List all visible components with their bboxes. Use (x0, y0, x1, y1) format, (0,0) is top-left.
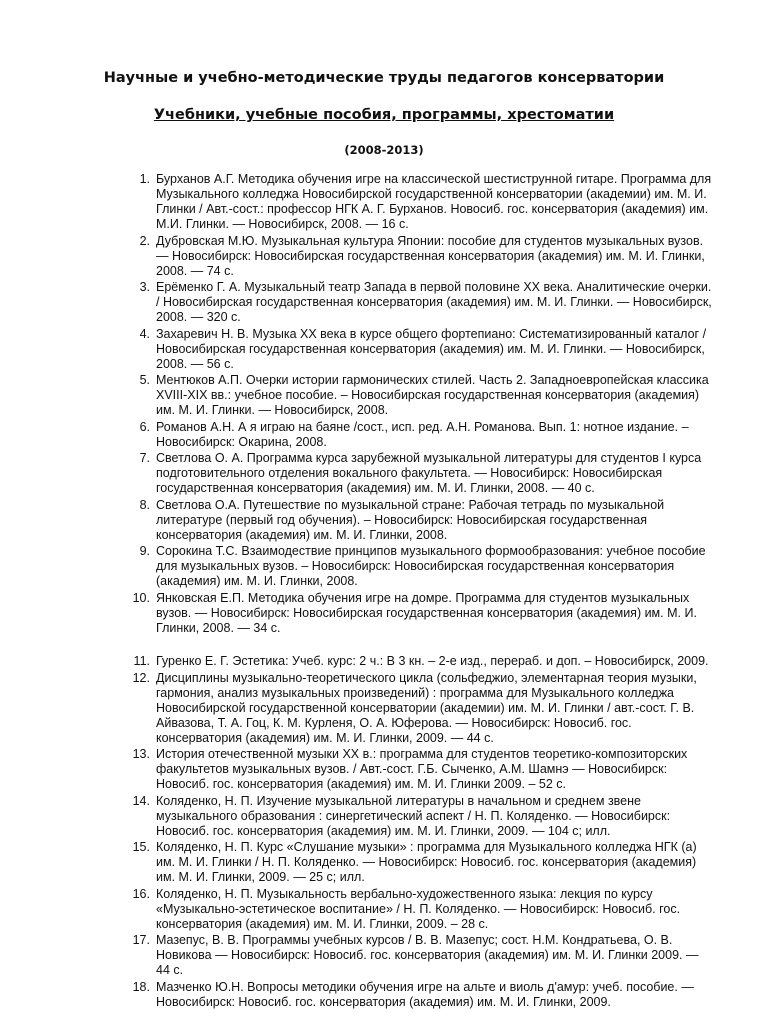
document-title: Научные и учебно-методические труды педагогов консерватории (103, 70, 665, 86)
list-item-text: Захаревич Н. В. Музыка ХХ века в курсе общего фортепиано: Систематизированный каталог / Новосибирская государственная консерватория (академия) им. М. И. Глинки. — Новосибирск, 2008. — 56 с. (156, 326, 707, 371)
list-item-text: Коляденко, Н. П. Музыкальность вербально-художественного языка: лекция по курсу «Музыкально-эстетическое воспитание» / Н. П. Коляденко. — Новосибирск: Новосиб. гос. консерватория (академия) им. М. И. Глинки, 2009. – 28 с. (156, 886, 681, 931)
list-item-number: 1. (139, 172, 150, 186)
list-item (0, 420, 712, 450)
list-item-number: 3. (139, 280, 150, 294)
list-item-text: Сорокина Т.С. Взаимодествие принципов музыкального формообразования: учебное пособие для музыкальных вузов. – Новосибирск: Новосибирская государственная консерватория (академия) им. М. И. Глинки, 2008. (156, 544, 706, 588)
section-gap (0, 637, 768, 654)
list-item-text: История отечественной музыки XX в.: программа для студентов теоретико-композиторских факультетов музыкальных вузов. / Авт.-сост. Г.Б. Сыченко, А.М. Шамнэ — Новосибирск: Новосиб. гос. консерватория (академия) им. М. И. Глинки 2009. – 52 с. (156, 747, 688, 791)
list-item-text: Бурханов А.Г. Методика обучения игре на классической шестиструнной гитаре. Программа для Музыкального колледжа Новосибирской государственной консерватории (академии) им. М. И. Глинки / Авт.-сост.: профессор НГК А. Г. Бурханов. Новосиб. гос. консерватория (академия) им. М.И. Глинки. — Новосибирск, 2008. — 16 с. (156, 172, 712, 231)
list-item-number: 2. (139, 233, 150, 248)
list-item-text: Коляденко, Н. П. Курс «Слушание музыки» : программа для Музыкального колледжа НГК (а) им. М. И. Глинки / Н. П. Коляденко. — Новосибирск: Новосиб. гос. консерватория (академия) им. М. И. Глинки, 2009. — 25 с; илл. (156, 840, 697, 884)
list-item (0, 280, 712, 325)
list-item-number: 4. (139, 326, 150, 341)
list-item (0, 544, 712, 589)
list-item-text: Янковская Е.П. Методика обучения игре на домре. Программа для студентов музыкальных вузов. — Новосибирск: Новосибирская государственная консерватория (академия) им. М. И. Глинки, 2008. — 34 с. (156, 590, 697, 635)
list-item-text: Дубровская М.Ю. Музыкальная культура Японии: пособие для студентов музыкальных вузов. — Новосибирск: Новосибирская государственная консерватория (академия) им. М. И. Глинки, 2008. — 74 с. (156, 233, 705, 278)
list-item (0, 234, 712, 279)
list-item (0, 654, 712, 669)
list-item (0, 840, 712, 885)
list-item (0, 887, 712, 932)
list-item-number: 5. (139, 373, 150, 387)
entry-list (0, 172, 768, 1011)
list-item-number: 8. (139, 497, 150, 512)
list-item (0, 980, 712, 1010)
list-item-number: 17. (132, 933, 150, 947)
list-item (0, 373, 712, 418)
list-item (0, 172, 712, 232)
list-item-text: Ерёменко Г. А. Музыкальный театр Запада в первой половине XX века. Аналитические очерки. / Новосибирская государственная консерватория (академия) им. М. И. Глинки. — Новосибирск, 2008. — 320 с. (156, 280, 712, 324)
list-item-text: Светлова О.А. Путешествие по музыкальной стране: Рабочая тетрадь по музыкальной литературе (первый год обучения). – Новосибирск: Новосибирская государственная консерватория (академия) им. М. И. Глинки, 2008. (156, 497, 665, 542)
list-item-number: 7. (139, 451, 150, 465)
list-item (0, 451, 712, 496)
list-item-text: Романов А.Н. А я играю на баяне /сост., исп. ред. А.Н. Романова. Вып. 1: нотное издание. – Новосибирск: Окарина, 2008. (156, 419, 689, 449)
list-item-number: 11. (133, 654, 150, 668)
list-item-number: 18. (132, 979, 150, 994)
list-item-text: Ментюков А.П. Очерки истории гармонических стилей. Часть 2. Западноевропейская классика XVIII-XIX вв.: учебное пособие. – Новосибирская государственная консерватория (академия) им. М. И. Глинки. — Новосибирск, 2008. (156, 373, 709, 417)
list-item-number: 9. (139, 544, 150, 558)
list-item-number: 13. (132, 747, 150, 761)
list-item-number: 15. (132, 840, 150, 854)
list-item-text: Мазченко Ю.Н. Вопросы методики обучения игре на альте и виоль д'амур: учеб. пособие. — Новосибирск: Новосиб. гос. консерватория (академия) им. М. И. Глинки, 2009. (156, 979, 694, 1009)
list-item (0, 747, 712, 792)
list-item-text: Коляденко, Н. П. Изучение музыкальной литературы в начальном и среднем звене музыкального образования : синергетический аспект / Н. П. Коляденко. — Новосибирск: Новосиб. гос. консерватория (академия) им. М. И. Глинки, 2009. — 104 с; илл. (156, 793, 671, 838)
list-item-text: Дисциплины музыкально-теоретического цикла (сольфеджио, элементарная теория музыки, гармония, анализ музыкальных произведений) : программа для Музыкального колледжа Новосибирской государственной консерватории (академии) им. М. И. Глинки / авт.-сост. Г. В. Айвазова, Т. А. Гоц, К. М. Курленя, О. А. Юферова. — Новосибирск: Новосиб. гос. консерватория (академия) им. М. И. Глинки, 2009. — 44 с. (156, 670, 697, 745)
list-item-text: Мазепус, В. В. Программы учебных курсов / В. В. Мазепус; сост. Н.М. Кондратьева, О. В. Новикова — Новосибирск: Новосиб. гос. консерватория (академия) им. М. И. Глинки 2009. — 44 с. (156, 933, 699, 977)
list-item-number: 14. (132, 793, 150, 808)
list-item-number: 6. (139, 419, 150, 434)
list-item (0, 327, 712, 372)
list-item (0, 591, 712, 636)
document-subtitle: Учебники, учебные пособия, программы, хрестоматии (153, 107, 615, 123)
list-item (0, 794, 712, 839)
list-item-number: 12. (132, 670, 150, 685)
list-item (0, 498, 712, 543)
list-item-text: Гуренко Е. Г. Эстетика: Учеб. курс: 2 ч.: В 3 кн. – 2-е изд., перераб. и доп. – Новосибирск, 2009. (156, 654, 709, 668)
document-period: (2008-2013) (344, 143, 424, 157)
list-item (0, 933, 712, 978)
list-item (0, 671, 712, 746)
list-item-number: 16. (132, 886, 150, 901)
list-item-number: 10. (132, 590, 150, 605)
list-item-text: Светлова О. А. Программа курса зарубежной музыкальной литературы для студентов I курса подготовительного отделения вокального факультета. — Новосибирск: Новосибирская государственная консерватория (академия) им. М. И. Глинки, 2008. — 40 с. (156, 451, 702, 495)
